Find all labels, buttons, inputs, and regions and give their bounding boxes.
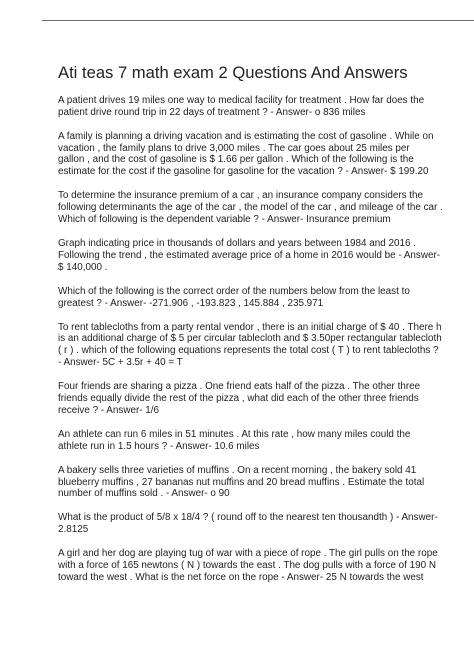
question-line: Graph indicating price in thousands of dollars and years between 1984 and 2016 .: [58, 238, 416, 250]
question-line: $ 140,000 .: [58, 261, 108, 273]
question-item: [58, 381, 438, 416]
question-line: Following the trend , the estimated average price of a home in 2016 would be - Answer-: [58, 249, 441, 261]
question-line: athlete run in 1.5 hours ? - Answer- 10.6 miles: [58, 440, 260, 452]
question-line: Four friends are sharing a pizza . One friend eats half of the pizza . The other three: [58, 381, 421, 393]
question-item: [58, 321, 442, 369]
question-item: [58, 95, 438, 119]
question-line: blueberry muffins , 27 bananas nut muffins and 20 bread muffins . Estimate the total: [58, 476, 425, 488]
question-line: - Answer- 5C + 3.5r + 40 = T: [58, 357, 183, 369]
question-line: patient drive round trip in 22 days of treatment ? - Answer- o 836 miles: [58, 106, 366, 118]
question-item: [58, 238, 441, 273]
document-title: Ati teas 7 math exam 2 Questions And Answers: [58, 63, 408, 82]
question-line: Which of following is the dependent variable ? - Answer- Insurance premium: [58, 213, 391, 225]
question-item: [58, 512, 438, 536]
question-line: ( r ) . which of the following equations represents the total cost ( T ) to rent tablecloths ?: [58, 345, 439, 357]
question-line: is an additional charge of $ 5 per circular tablecloth and $ 3.50per rectangular tablecloth: [58, 333, 442, 345]
question-list: [58, 95, 443, 584]
question-item: [58, 429, 438, 453]
question-line: with a force of 165 newtons ( N ) towards the east . The dog pulls with a force of 190 N: [58, 560, 437, 572]
question-line: An athlete can run 6 miles in 51 minutes . At this rate , how many miles could the: [58, 428, 411, 440]
header-rule: [42, 20, 474, 21]
question-line: receive ? - Answer- 1/6: [58, 404, 159, 416]
question-line: To rent tablecloths from a party rental vendor , there is an initial charge of $ 40 . There h: [58, 321, 442, 333]
question-line: A family is planning a driving vacation and is estimating the cost of gasoline . While on: [58, 130, 434, 142]
question-item: [58, 131, 438, 178]
question-line: 2.8125: [58, 524, 89, 536]
question-item: [58, 548, 438, 583]
document-content: [58, 63, 443, 596]
question-line: A girl and her dog are playing tug of war with a piece of rope . The girl pulls on the rope: [58, 548, 438, 560]
question-line: friends equally divide the rest of the pizza , what did each of the other three friends: [58, 392, 419, 404]
question-item: [58, 190, 443, 225]
question-item: [58, 286, 438, 310]
question-line: toward the west . What is the net force on the rope - Answer- 25 N towards the west: [58, 571, 424, 583]
question-line: number of muffins sold . - Answer- o 90: [58, 488, 230, 500]
question-line: What is the product of 5/8 x 18/4 ? ( round off to the nearest ten thousandth ) - Answer-: [58, 512, 438, 524]
question-line: vacation , the family plans to drive 3,000 miles . The car goes about 25 miles per: [58, 142, 410, 154]
question-line: following determinants the age of the car , the model of the car , and mileage of the car .: [58, 202, 443, 214]
question-line: gallon , and the cost of gasoline is $ 1.66 per gallon . Which of the following is the: [58, 154, 414, 166]
question-line: To determine the insurance premium of a car , an insurance company considers the: [58, 190, 424, 202]
question-line: estimate for the cost if the gasoline for gasoline for the vacation ? - Answer- $ 199.20: [58, 166, 429, 178]
question-line: A bakery sells three varieties of muffins . On a recent morning , the bakery sold 41: [58, 464, 417, 476]
question-line: greatest ? - Answer- -271.906 , -193.823 , 145.884 , 235.971: [58, 297, 324, 309]
question-line: A patient drives 19 miles one way to medical facility for treatment . How far does the: [58, 95, 425, 106]
question-item: [58, 465, 438, 500]
question-line: Which of the following is the correct order of the numbers below from the least to: [58, 285, 410, 297]
